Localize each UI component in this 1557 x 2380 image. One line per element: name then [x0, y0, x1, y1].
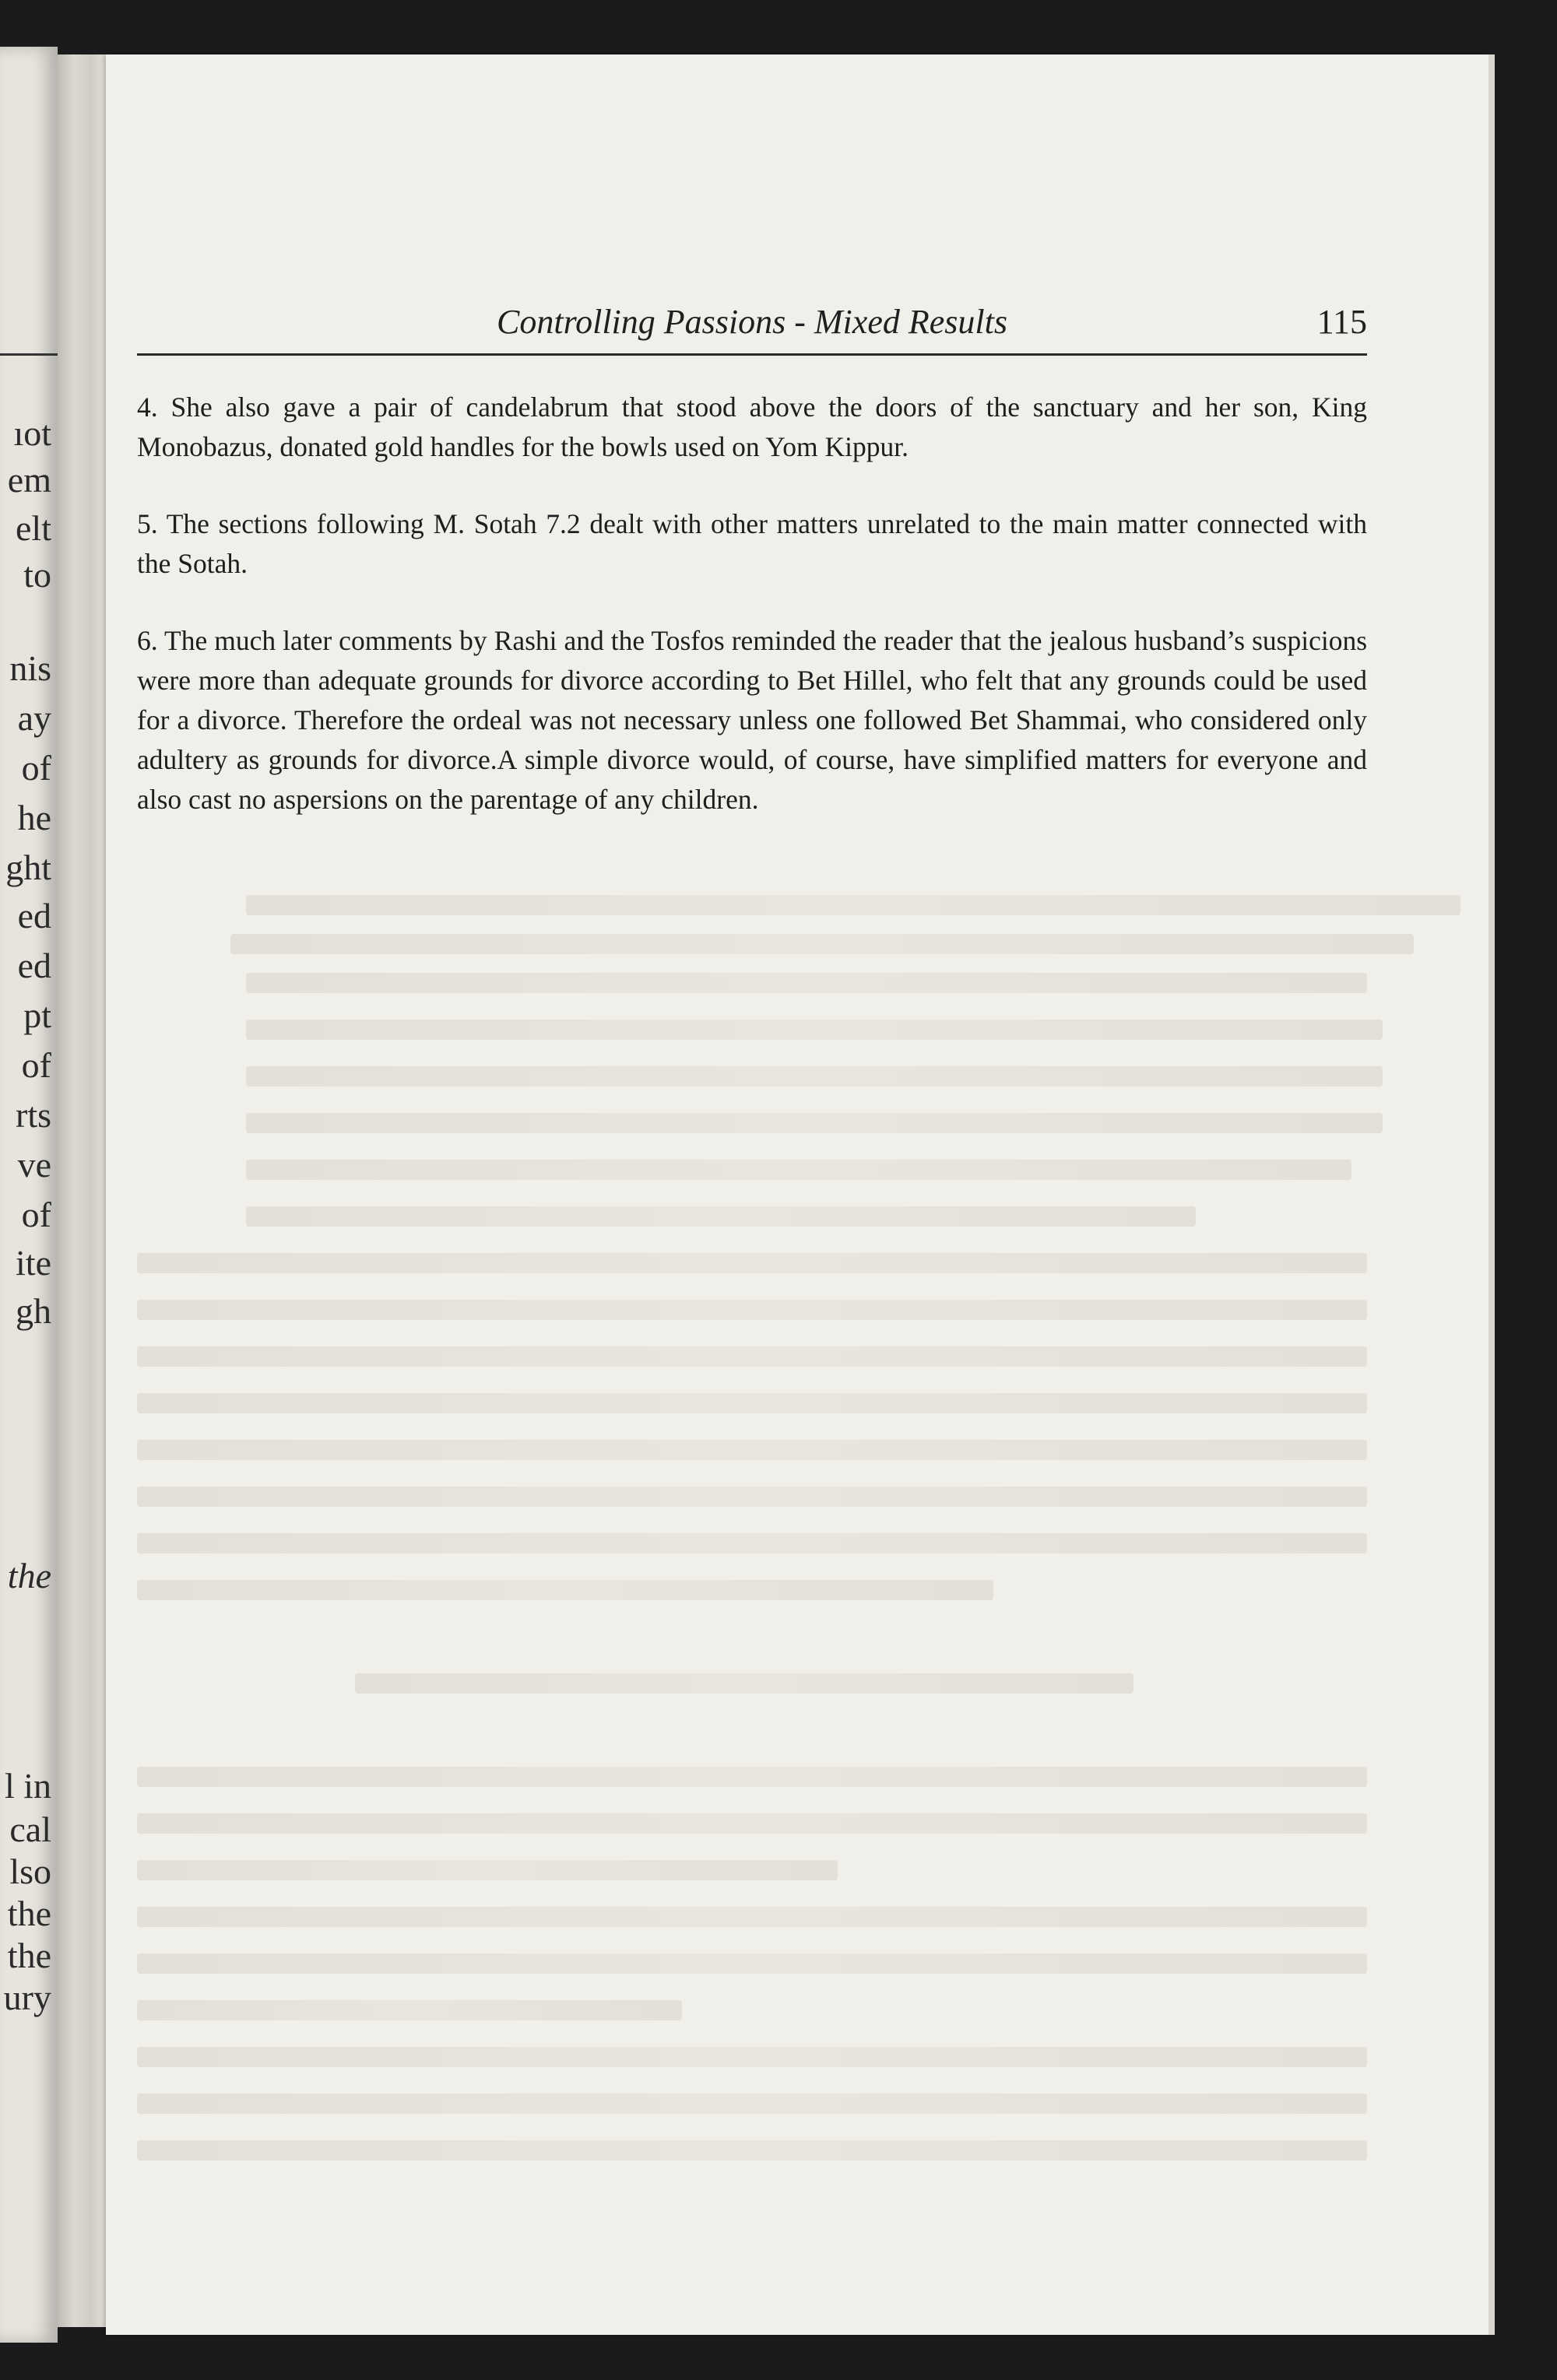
bleed-through-line	[246, 1066, 1383, 1086]
endnote-number: 4.	[137, 391, 158, 423]
page-stack-gutter	[58, 54, 106, 2327]
adjacent-page-word: lso	[9, 1852, 51, 1891]
bleed-through-line	[246, 895, 1460, 915]
adjacent-page-word: ıot	[13, 413, 51, 453]
running-title: Controlling Passions - Mixed Results	[497, 303, 1007, 341]
bleed-through-line	[137, 1953, 1367, 1974]
adjacent-page-word: pt	[23, 995, 51, 1035]
adjacent-page-word: cal	[9, 1810, 51, 1849]
endnote-text: The sections following M. Sotah 7.2 dealt with other matters unrelated to the main matter connected with the Sotah.	[137, 508, 1367, 579]
page-number: 115	[1316, 303, 1367, 341]
adjacent-page-word: elt	[16, 508, 51, 548]
adjacent-page-word: the	[7, 1556, 51, 1595]
adjacent-page-word: of	[21, 1045, 51, 1085]
adjacent-page-rule	[0, 353, 58, 356]
bleed-through-line	[137, 1346, 1367, 1367]
adjacent-page-edge	[0, 47, 58, 2343]
bleed-through-line	[137, 2140, 1367, 2161]
adjacent-page-word: ed	[17, 946, 51, 985]
bleed-through-line	[137, 1440, 1367, 1460]
adjacent-page-word: l in	[4, 1766, 51, 1806]
bleed-through-line	[137, 1907, 1367, 1927]
bleed-through-line	[246, 973, 1367, 993]
endnote-4	[137, 388, 1367, 467]
adjacent-page-word: rts	[16, 1095, 51, 1135]
bleed-through-line	[137, 1253, 1367, 1273]
bleed-through-line	[230, 934, 1414, 954]
endnote-text: She also gave a pair of candelabrum that stood above the doors of the sanctuary and her son, King Monobazus, donated gold handles for the bowls used on Yom Kippur.	[137, 391, 1367, 462]
bleed-through-line	[137, 2000, 682, 2020]
adjacent-page-word: nis	[9, 648, 51, 688]
bleed-through-line	[137, 1300, 1367, 1320]
endnote-text: The much later comments by Rashi and the Tosfos reminded the reader that the jealous husband’s suspicions were more than adequate grounds for divorce according to Bet Hillel, who felt that any grounds could be used for a divorce. Therefore the ordeal was not necessary unless one followed Bet Shammai, who considered only adultery as grounds for divorce.A simple divorce would, of course, have simplified matters for everyone and also cast no aspersions on the parentage of any children.	[137, 625, 1368, 815]
adjacent-page-word: em	[7, 460, 51, 500]
bleed-through-line	[137, 2094, 1367, 2114]
adjacent-page-word: ite	[16, 1243, 51, 1283]
bleed-through-line	[137, 1580, 993, 1600]
bleed-through-line	[246, 1160, 1351, 1180]
adjacent-page-word: ury	[3, 1978, 51, 2017]
bleed-through-line	[246, 1020, 1383, 1040]
endnote-number: 5.	[137, 508, 158, 539]
adjacent-page-word: gh	[16, 1291, 51, 1331]
adjacent-page-word: ay	[17, 698, 51, 738]
bleed-through-line	[137, 1860, 838, 1880]
endnote-number: 6.	[137, 625, 158, 656]
endnote-6	[137, 621, 1367, 820]
bleed-through-line	[137, 1533, 1367, 1553]
bleed-through-line	[137, 1767, 1367, 1787]
adjacent-page-word: ed	[17, 896, 51, 936]
adjacent-page-word: the	[7, 1936, 51, 1975]
adjacent-page-word: he	[17, 798, 51, 837]
endnotes	[137, 388, 1367, 857]
adjacent-page-word: the	[7, 1894, 51, 1933]
bleed-through-line	[137, 1487, 1367, 1507]
adjacent-page-word: of	[21, 1195, 51, 1234]
adjacent-page-word: to	[23, 555, 51, 595]
bleed-through-line	[355, 1673, 1133, 1694]
adjacent-page-word: of	[21, 748, 51, 788]
running-header	[137, 302, 1367, 356]
bleed-through-line	[246, 1206, 1196, 1227]
adjacent-page-word: ve	[17, 1145, 51, 1185]
bleed-through-line	[246, 1113, 1383, 1133]
bleed-through-line	[137, 1393, 1367, 1413]
endnote-5	[137, 504, 1367, 584]
book-page	[106, 54, 1488, 2335]
bleed-through-line	[137, 1813, 1367, 1834]
adjacent-page-word: ght	[5, 848, 51, 887]
bleed-through-line	[137, 2047, 1367, 2067]
